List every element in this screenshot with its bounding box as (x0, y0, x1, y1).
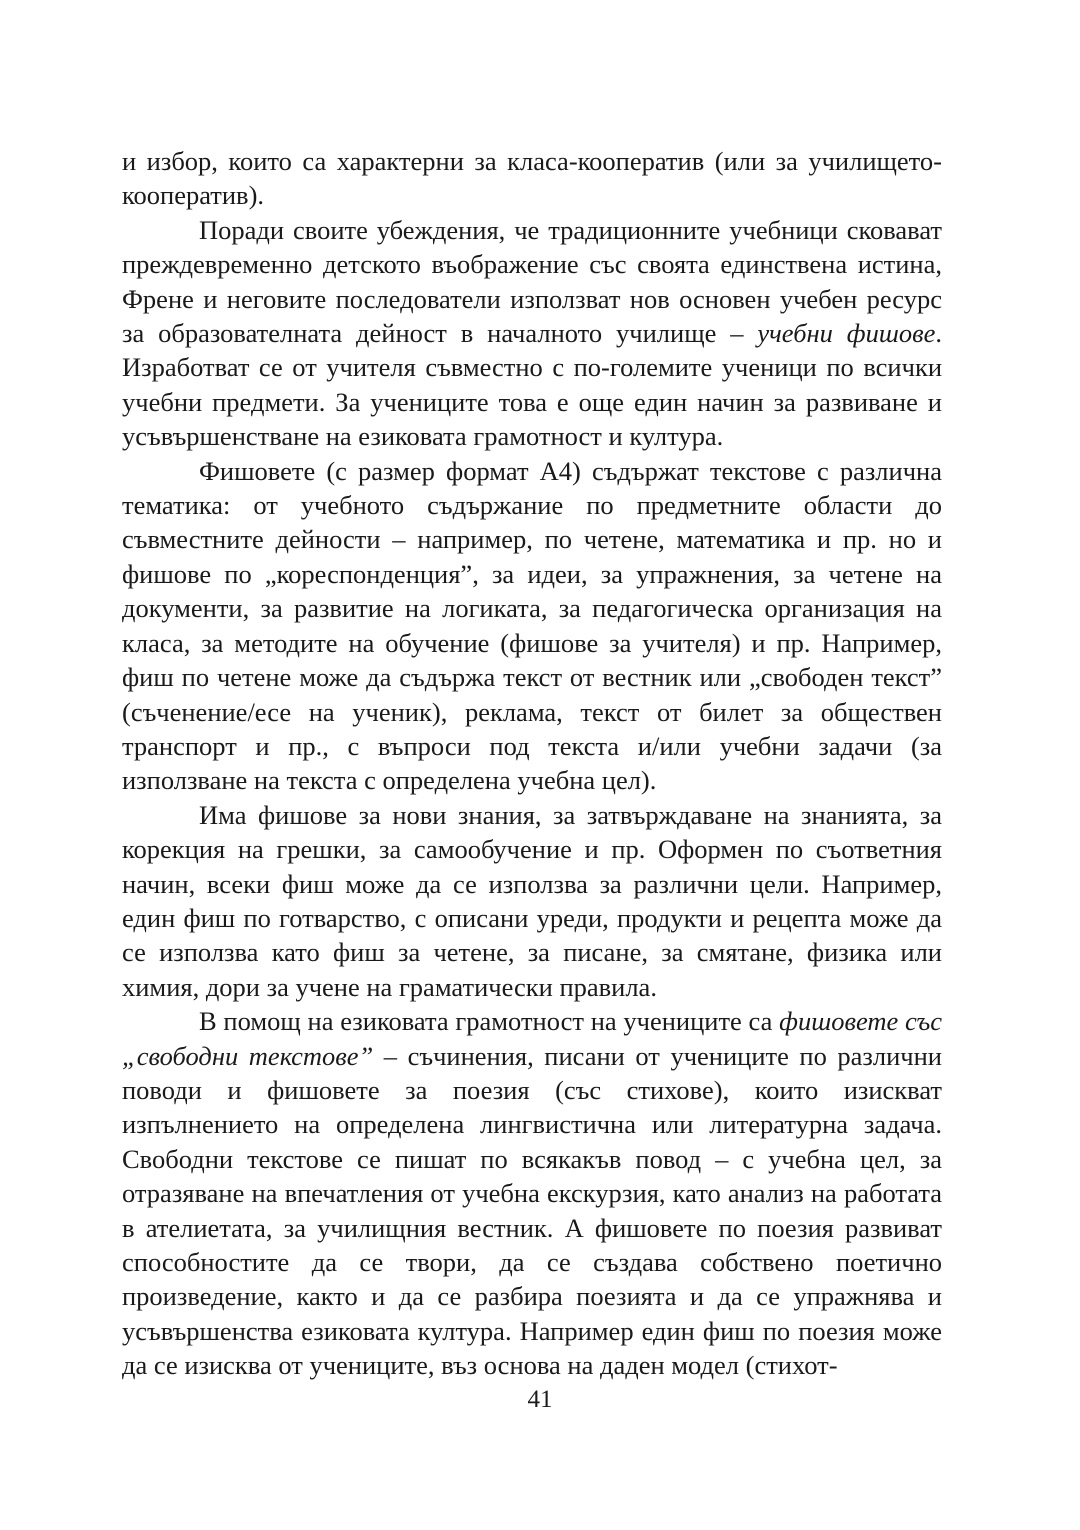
italic-text: учебни фишове (757, 318, 936, 349)
paragraph (122, 798, 942, 1004)
text-run: Има фишове за нови знания, за затвърждаване на знанията, за корекция на грешки, за самообучение и пр. Оформен по съответния начин, всеки фиш може да се използва за различни цели. Например, един фиш по готварство, с описани уреди, продукти и рецепта може да се използва като фиш за четене, за писане, за смятане, физика или химия, дори за учене на граматически правила. (122, 799, 942, 1002)
text-run: В помощ на езиковата грамотност на учениците са (199, 1006, 780, 1037)
text-run: – съчинения, писани от учениците по различни поводи и фишовете за поезия (със стихове), които изискват изпълнението на определена лингвистична или литературна задача. Свободни текстове се пишат по всякакъв повод – с учебна цел, за отразяване на впечатления от учебна екскурзия, като анализ на работата в ателиетата, за училищния вестник. А фишовете по поезия развиват способностите да се твори, да се създава собствено поетично произведение, както и да се разбира поезията и да се упражнява и усъвършенства езиковата култура. Например един фиш по поезия може да се изисква от учениците, въз основа на даден модел (стихот- (122, 1040, 942, 1381)
page-number: 41 (527, 1386, 553, 1413)
italic-text: фишовете със „свободни текстове” (122, 1006, 942, 1071)
text-run: Фишовете (с размер формат А4) съдържат текстове с различна тематика: от учебното съдържание по предметните области до съвместните дейности – например, по четене, математика и пр. но и фишове по „кореспонденция”, за идеи, за упражнения, за четене на документи, за развитие на логиката, за педагогическа организация на класа, за методите на обучение (фишове за учителя) и пр. Например, фиш по четене може да съдържа текст от вестник или „свободен текст” (съченение/есе на ученик), реклама, текст от билет за обществен транспорт и пр., с въпроси под текста и/или учебни задачи (за използване на текста с определена учебна цел). (122, 455, 942, 796)
text-run: и избор, които са характерни за класа-кооператив (или за училището-кооператив). (122, 146, 942, 211)
text-run: . Изработват се от учителя съвместно с по-големите ученици по всички учебни предмети. За учениците това е още един начин за развиване и усъвършенстване на езиковата грамотност и култура. (122, 318, 943, 452)
paragraph (122, 454, 942, 798)
paragraph (122, 213, 942, 454)
paragraph (122, 1004, 942, 1382)
paragraph (122, 144, 942, 213)
body-text (122, 144, 942, 1383)
text-run: Поради своите убеждения, че традиционните учебници сковават преждевременно детското въображение със своята единствена истина, Френе и неговите последователи използват нов основен учебен ресурс за образователната дейност в началното училище – (122, 214, 942, 349)
